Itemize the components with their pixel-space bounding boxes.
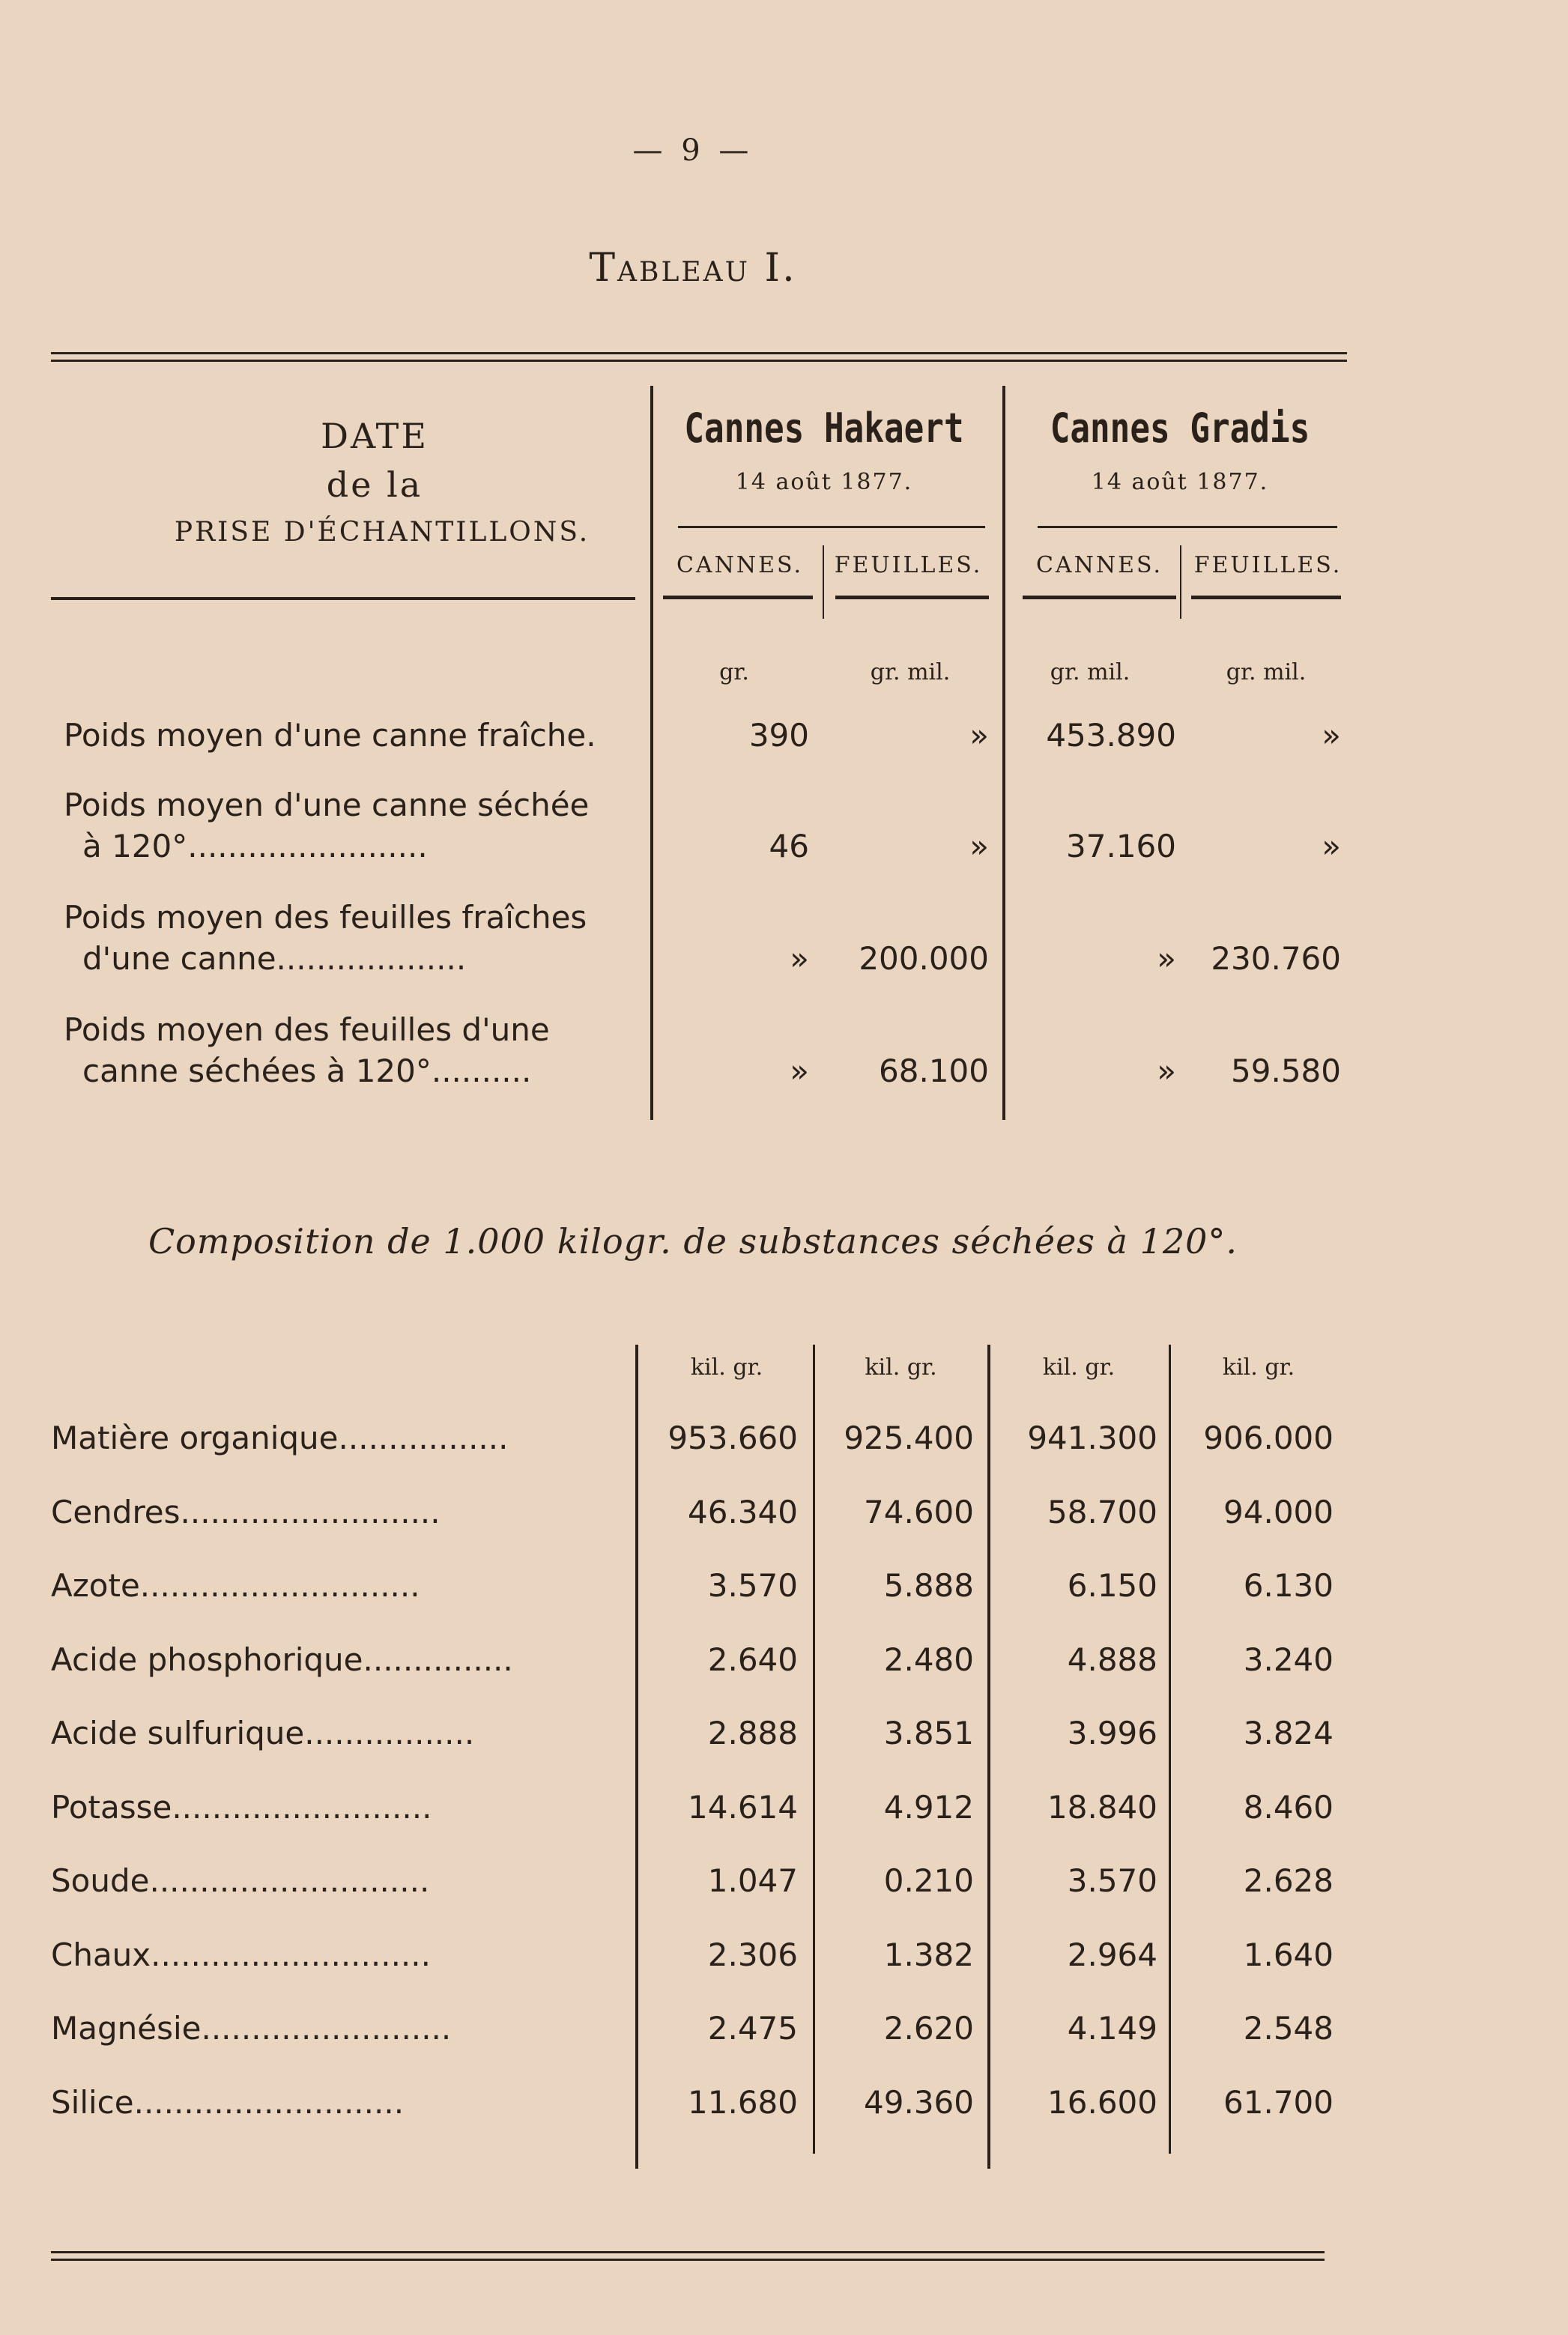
t2-cell: 94.000 (1223, 1494, 1334, 1530)
t2-cell: 16.600 (1047, 2084, 1157, 2121)
t2-cell: 3.851 (883, 1715, 974, 1751)
t1-cell: 453.890 (1046, 717, 1176, 754)
t2-cell: 11.680 (688, 2084, 798, 2121)
group-brace-gradis (1038, 526, 1337, 528)
t2-cell: 941.300 (1027, 1420, 1157, 1456)
t1-divider-groups (1002, 386, 1005, 1120)
t1-cell: 390 (748, 717, 809, 754)
t1-cell: » (1322, 717, 1341, 754)
t1-cell: » (1157, 940, 1176, 977)
t2-cell: 1.047 (707, 1862, 798, 1899)
subheader-rule-4 (1191, 596, 1341, 599)
t1-cell: 230.760 (1211, 940, 1341, 977)
t2-unit-1: kil. gr. (690, 1354, 763, 1381)
t2-cell: 49.360 (864, 2084, 974, 2121)
t2-row-label: Azote............................ (51, 1567, 420, 1604)
t2-cell: 2.620 (883, 2010, 974, 2047)
t2-row-label: Matière organique................. (51, 1420, 509, 1456)
t2-divider-groups (987, 1345, 990, 2169)
t2-cell: 61.700 (1223, 2084, 1334, 2121)
t2-cell: 1.382 (883, 1936, 974, 1973)
t1-cell: » (969, 717, 989, 754)
t2-unit-2: kil. gr. (865, 1354, 937, 1381)
group-title-gradis: Cannes Gradis (1050, 405, 1310, 452)
t2-row-label: Magnésie......................... (51, 2010, 452, 2047)
t1-row-label-cont: canne séchées à 120°.......... (82, 1053, 532, 1089)
t1-row-label: Poids moyen des feuilles fraîches (64, 899, 587, 936)
table-title: Tableau I. (589, 246, 797, 291)
t2-cell: 3.824 (1243, 1715, 1334, 1751)
subheader-rule-2 (835, 596, 989, 599)
t2-cell: 8.460 (1243, 1789, 1334, 1826)
bottom-rule-2 (51, 2259, 1325, 2261)
header-date-rule (51, 597, 635, 600)
t2-cell: 3.570 (1067, 1862, 1157, 1899)
t2-cell: 2.475 (707, 2010, 798, 2047)
t2-cell: 2.306 (707, 1936, 798, 1973)
subheader-feuilles-1: FEUILLES. (834, 552, 983, 578)
t2-row-label: Soude............................ (51, 1862, 430, 1899)
t1-cell: » (1322, 828, 1341, 864)
header-prise: PRISE D'ÉCHANTILLONS. (174, 517, 590, 548)
t2-row-label: Cendres.......................... (51, 1494, 441, 1530)
t2-cell: 6.130 (1243, 1567, 1334, 1604)
t2-cell: 4.149 (1067, 2010, 1157, 2047)
t2-cell: 953.660 (668, 1420, 798, 1456)
composition-caption: Composition de 1.000 kilogr. de substances séchées à 120°. (148, 1221, 1238, 1262)
t1-unit-1: gr. (719, 659, 749, 685)
t1-cell: » (969, 828, 989, 864)
t1-cell: » (1157, 1053, 1176, 1089)
t2-cell: 2.964 (1067, 1936, 1157, 1973)
t1-cell: 59.580 (1231, 1053, 1341, 1089)
t2-cell: 14.614 (688, 1789, 798, 1826)
t1-divider-a (823, 545, 824, 619)
t1-row-label: Poids moyen d'une canne fraîche. (64, 717, 596, 754)
t2-cell: 2.480 (883, 1641, 974, 1678)
t2-cell: 2.888 (707, 1715, 798, 1751)
t1-divider-b (1180, 545, 1181, 619)
t2-cell: 6.150 (1067, 1567, 1157, 1604)
t2-cell: 0.210 (883, 1862, 974, 1899)
t2-cell: 3.240 (1243, 1641, 1334, 1678)
t1-cell: 37.160 (1066, 828, 1176, 864)
subheader-cannes-2: CANNES. (1035, 552, 1163, 578)
t2-cell: 3.996 (1067, 1715, 1157, 1751)
header-de-la: de la (326, 464, 423, 505)
t2-row-label: Acide sulfurique................. (51, 1715, 475, 1751)
bottom-rule (51, 2251, 1325, 2253)
t2-row-label: Potasse.......................... (51, 1789, 432, 1826)
t1-row-label-cont: d'une canne................... (82, 940, 467, 977)
t1-row-label: Poids moyen des feuilles d'une (64, 1011, 550, 1048)
t2-cell: 4.888 (1067, 1641, 1157, 1678)
t2-cell: 1.640 (1243, 1936, 1334, 1973)
subheader-feuilles-2: FEUILLES. (1193, 552, 1343, 578)
subheader-cannes-1: CANNES. (676, 552, 804, 578)
group-title-hakaert: Cannes Hakaert (684, 405, 964, 452)
t2-unit-4: kil. gr. (1222, 1354, 1295, 1381)
t2-divider-a (813, 1345, 815, 2154)
t1-cell: 46 (769, 828, 809, 864)
t2-cell: 4.912 (883, 1789, 974, 1826)
t2-unit-3: kil. gr. (1042, 1354, 1116, 1381)
header-date: DATE (321, 416, 429, 456)
t1-unit-3: gr. mil. (1050, 659, 1130, 685)
t2-row-label: Silice........................... (51, 2084, 405, 2121)
t1-unit-4: gr. mil. (1226, 659, 1307, 685)
page-number: — 9 — (632, 133, 754, 168)
group-brace-hakaert (678, 526, 985, 528)
t1-row-label-cont: à 120°........................ (82, 828, 428, 864)
t2-divider-label (635, 1345, 638, 2169)
t2-cell: 906.000 (1203, 1420, 1334, 1456)
top-rule (51, 352, 1347, 354)
t2-cell: 2.548 (1243, 2010, 1334, 2047)
t1-cell: » (790, 1053, 809, 1089)
t2-cell: 18.840 (1047, 1789, 1157, 1826)
t2-cell: 2.640 (707, 1641, 798, 1678)
subheader-rule-1 (663, 596, 813, 599)
t2-row-label: Chaux............................ (51, 1936, 431, 1973)
t1-cell: 68.100 (879, 1053, 989, 1089)
t2-cell: 2.628 (1243, 1862, 1334, 1899)
top-rule-2 (51, 360, 1347, 362)
subheader-rule-3 (1023, 596, 1176, 599)
t1-cell: » (790, 940, 809, 977)
t1-row-label: Poids moyen d'une canne séchée (64, 787, 590, 823)
group-date-gradis: 14 août 1877. (1091, 469, 1269, 495)
t2-row-label: Acide phosphorique............... (51, 1641, 513, 1678)
t2-cell: 5.888 (883, 1567, 974, 1604)
t1-unit-2: gr. mil. (870, 659, 951, 685)
group-date-hakaert: 14 août 1877. (735, 469, 913, 495)
t2-cell: 925.400 (844, 1420, 974, 1456)
t2-divider-b (1169, 1345, 1171, 2154)
t2-cell: 46.340 (688, 1494, 798, 1530)
t2-cell: 74.600 (864, 1494, 974, 1530)
t2-cell: 58.700 (1047, 1494, 1157, 1530)
t2-cell: 3.570 (707, 1567, 798, 1604)
t1-cell: 200.000 (859, 940, 989, 977)
t1-divider-label (650, 386, 653, 1120)
